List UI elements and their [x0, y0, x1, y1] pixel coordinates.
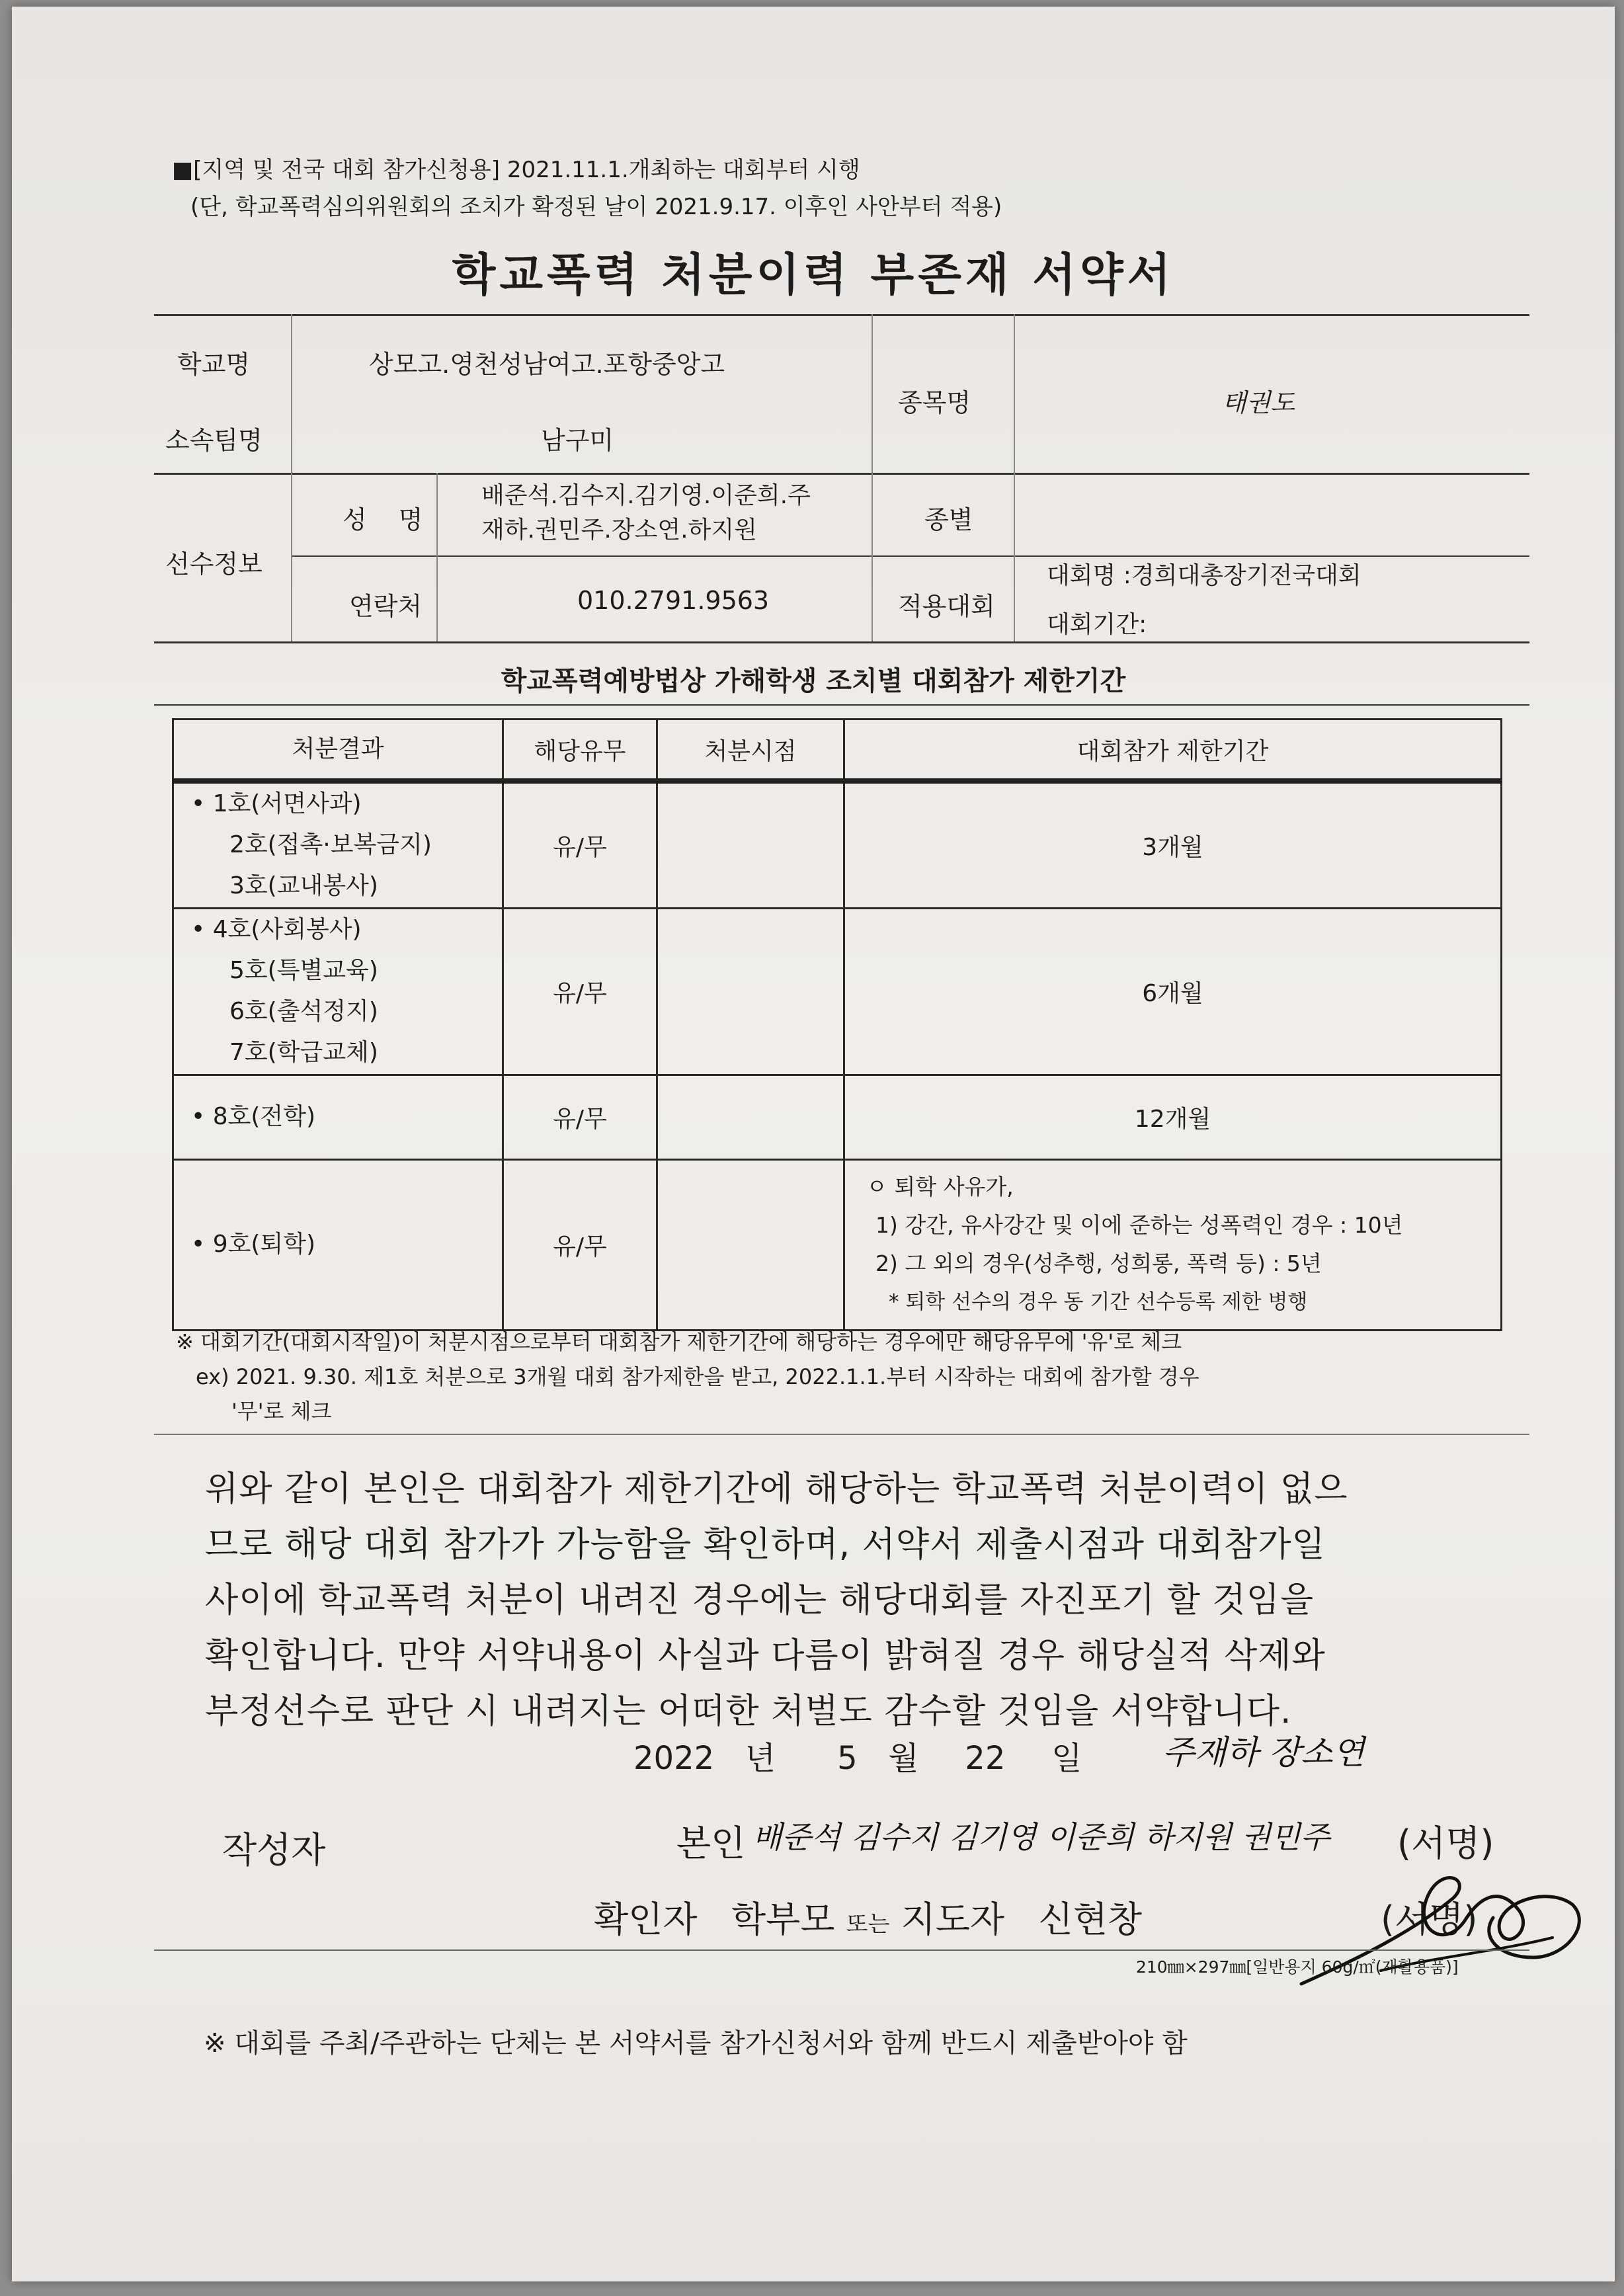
- divider: [291, 314, 292, 641]
- header-note-2: (단, 학교폭력심의위원회의 조치가 확정된 날이 2021.9.17. 이후인 사안부터 적용): [190, 194, 1002, 220]
- header-time: 처분시점: [657, 719, 844, 782]
- date-month: 5: [837, 1740, 858, 1777]
- coach-label: 지도자: [901, 1899, 1005, 1940]
- event-label: 종목명: [898, 388, 971, 417]
- date-line: [633, 1733, 1082, 1778]
- time-cell: [657, 781, 844, 908]
- competition-name: 대회명 :경희대총장기전국대회: [1047, 562, 1361, 589]
- time-cell: [657, 1159, 844, 1330]
- measures-table: [172, 718, 1502, 1331]
- date-month-unit: 월: [888, 1740, 919, 1777]
- table-row: [173, 908, 1502, 1075]
- player-info-label: 선수정보: [165, 550, 263, 579]
- date-year: 2022: [633, 1740, 715, 1777]
- time-cell: [657, 908, 844, 1075]
- divider: [154, 473, 1529, 475]
- pledge-text: 위와 같이 본인은 대회참가 제한기간에 해당하는 학교폭력 처분이력이 없으 므로 해당 대회 참가가 가능함을 확인하며, 서약서 제출시점과 대회참가일 사이에 학교폭력 처분이 내려진 경우에는 해당대회를 자진포기 할 것임을 확인합니다. 만약 서약내용이 사실과 다름이 밝혀질 경우 해당실적 삭제와 부정선수로 판단 시 내려지는 어떠한 처벌도 감수할 것임을 서약합니다.: [205, 1469, 1348, 1731]
- document-title: 학교폭력 처분이력 부존재 서약서: [452, 249, 1175, 302]
- applicable-cell: 유/무: [503, 908, 657, 1075]
- limit-cell: 6개월: [844, 908, 1502, 1075]
- team-value: 남구미: [541, 426, 614, 455]
- event-value: 태권도: [1222, 388, 1295, 417]
- note-3: '무'로 체크: [231, 1399, 332, 1424]
- expulsion-reason-cell: ㅇ 퇴학 사유가, 1) 강간, 유사강간 및 이에 준하는 성폭력인 경우 : 10년 2) 그 외의 경우(성추행, 성희롱, 폭력 등) : 5년 * 퇴학 선수의 경우 동 기간 선수등록 제한 병행: [844, 1159, 1502, 1330]
- confirm-label: 확인자: [594, 1899, 698, 1940]
- table-row: [173, 1159, 1502, 1330]
- coach-name: 신현창: [1038, 1899, 1143, 1940]
- coach-sign-label: (서명): [1381, 1899, 1478, 1940]
- table-row: [173, 1075, 1502, 1159]
- self-label: 본인: [676, 1823, 746, 1864]
- result-cell: • 8호(전학): [173, 1075, 503, 1159]
- header-note-1: ■[지역 및 전국 대회 참가신청용] 2021.11.1.개최하는 대회부터 시행: [172, 157, 860, 183]
- divider: [154, 314, 1529, 316]
- name-label: 성 명: [343, 505, 435, 534]
- date-day-unit: 일: [1051, 1740, 1082, 1777]
- competition-label: 적용대회: [898, 592, 995, 621]
- result-cell: • 4호(사회봉사) 5호(특별교육) 6호(출석정지) 7호(학급교체): [173, 908, 503, 1075]
- note-1: ※ 대회기간(대회시작일)이 처분시점으로부터 대회참가 제한기간에 해당하는 경우에만 해당유무에 '유'로 체크: [176, 1329, 1182, 1354]
- result-cell: • 9호(퇴학): [173, 1159, 503, 1330]
- limit-cell: 3개월: [844, 781, 1502, 908]
- paper-spec: 210㎜×297㎜[일반용지 60g/㎡(재활용품)]: [1136, 1957, 1459, 1977]
- self-sign-label: (서명): [1397, 1823, 1494, 1864]
- category-label: 종별: [924, 505, 973, 534]
- divider: [154, 641, 1529, 643]
- limit-cell: 12개월: [844, 1075, 1502, 1159]
- divider: [154, 1949, 1529, 1951]
- document-page: [12, 7, 1615, 2281]
- applicable-cell: 유/무: [503, 1075, 657, 1159]
- date-year-unit: 년: [745, 1740, 776, 1777]
- author-label: 작성자: [222, 1829, 326, 1871]
- applicable-cell: 유/무: [503, 1159, 657, 1330]
- confirmer-line: [594, 1891, 1142, 1942]
- divider: [1014, 314, 1015, 641]
- name-value: 배준석.김수지.김기영.이준희.주 재하.권민주.장소연.하지원: [481, 482, 811, 544]
- date-day: 22: [965, 1740, 1006, 1777]
- divider: [154, 704, 1529, 706]
- handwritten-names-top: 주재하 장소연: [1162, 1733, 1365, 1772]
- applicable-cell: 유/무: [503, 781, 657, 908]
- table-row: [173, 781, 1502, 908]
- header-applicable: 해당유무: [503, 719, 657, 782]
- divider: [154, 1434, 1529, 1435]
- section-title: 학교폭력예방법상 가해학생 조치별 대회참가 제한기간: [501, 666, 1126, 696]
- school-label: 학교명: [177, 350, 251, 379]
- competition-period: 대회기간:: [1047, 611, 1147, 638]
- divider: [436, 473, 438, 641]
- parent-label: 학부모: [731, 1899, 835, 1940]
- header-result: 처분결과: [173, 719, 503, 782]
- school-value: 상모고.영천성남여고.포항중앙고: [369, 350, 725, 379]
- result-cell: • 1호(서면사과) 2호(접촉·보복금지) 3호(교내봉사): [173, 781, 503, 908]
- contact-value: 010.2791.9563: [577, 586, 770, 615]
- divider: [872, 314, 873, 641]
- note-2: ex) 2021. 9.30. 제1호 처분으로 3개월 대회 참가제한을 받고, 2022.1.1.부터 시작하는 대회에 참가할 경우: [196, 1364, 1199, 1389]
- team-label: 소속팀명: [165, 426, 263, 455]
- handwritten-signatures: 배준석 김수지 김기영 이준희 하지원 권민주: [752, 1819, 1330, 1855]
- time-cell: [657, 1075, 844, 1159]
- or-label: 또는: [846, 1911, 890, 1938]
- header-limit: 대회참가 제한기간: [844, 719, 1502, 782]
- footer-note: ※ 대회를 주최/주관하는 단체는 본 서약서를 참가신청서와 함께 반드시 제출받아야 함: [204, 2028, 1188, 2059]
- contact-label: 연락처: [349, 592, 423, 621]
